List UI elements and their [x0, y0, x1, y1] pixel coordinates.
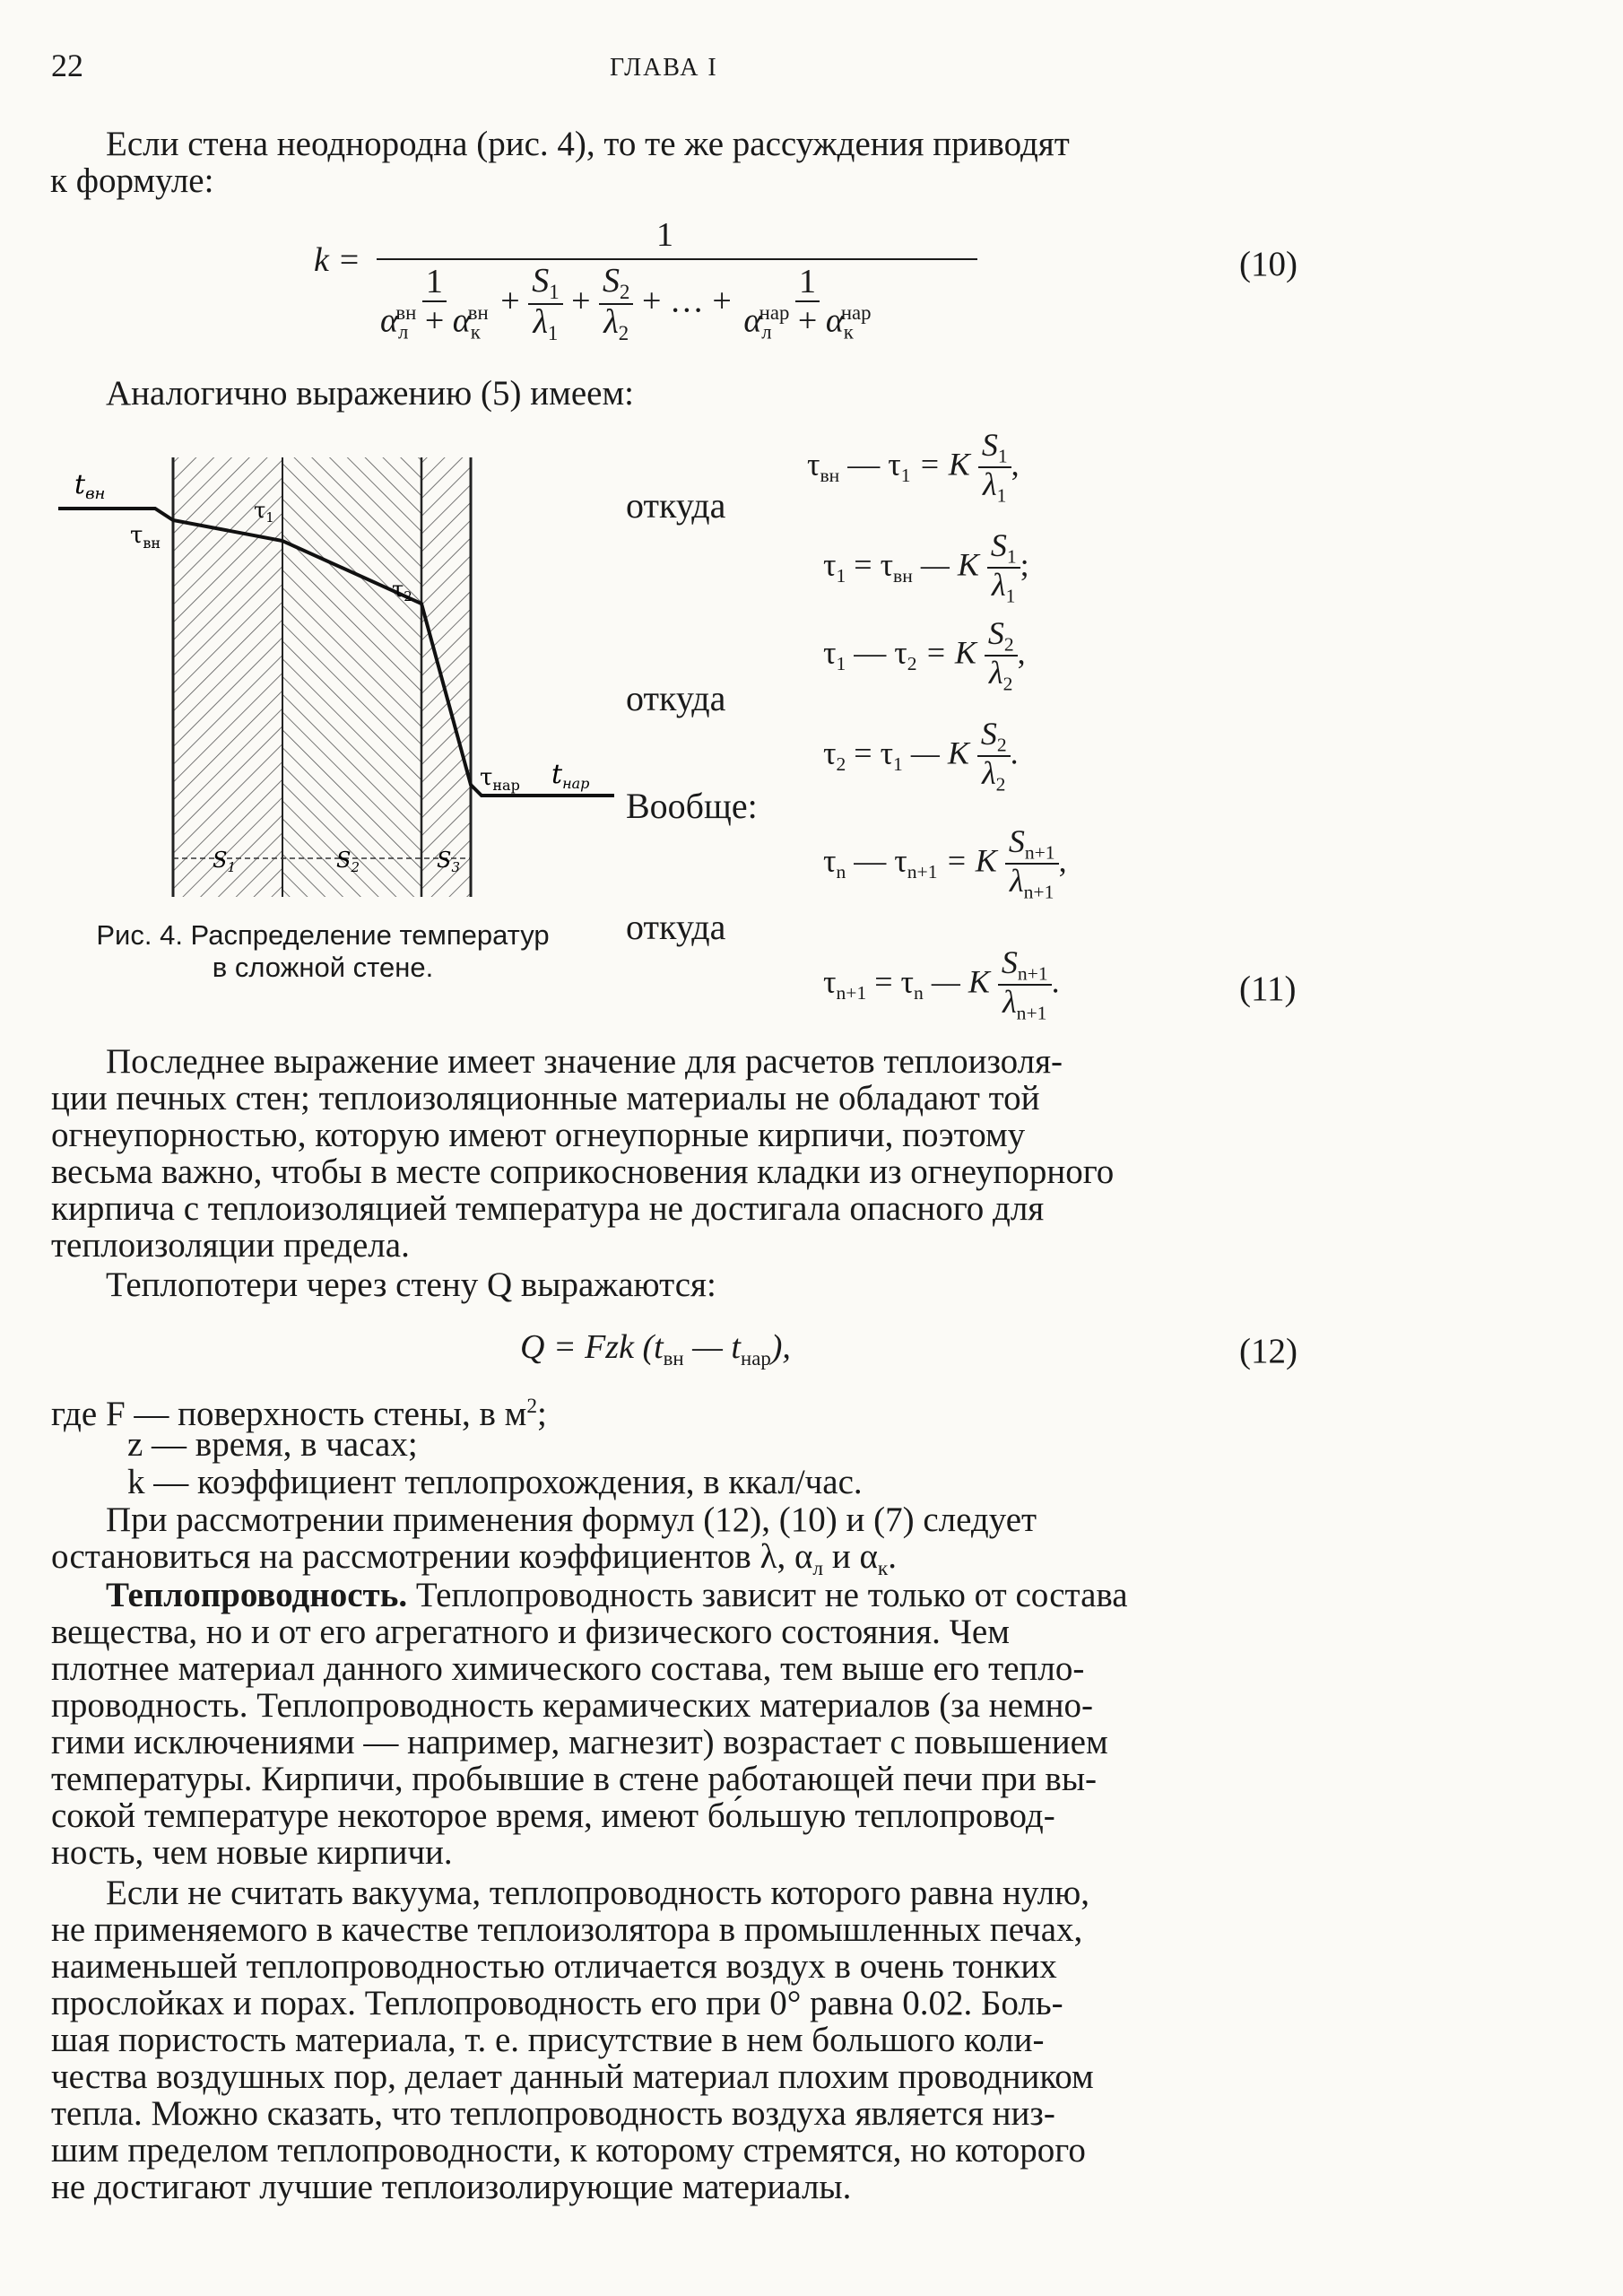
- text-line: ность, чем новые кирпичи.: [51, 1833, 453, 1872]
- definition-z: z — время, в часах;: [127, 1425, 418, 1464]
- heatloss-line: Теплопотери через стену Q выражаются:: [106, 1265, 716, 1304]
- equation-12-number: (12): [1239, 1332, 1298, 1370]
- paragraph-wall-insulation: [51, 1043, 1298, 1264]
- text-line: вещества, но и от его агрегатного и физического состояния. Чем: [51, 1613, 1010, 1651]
- equation-10-number: (10): [1239, 245, 1298, 283]
- intro-line-2: к формуле:: [50, 161, 214, 200]
- label-t-vn: $t_{вн}$: [74, 469, 106, 503]
- text-line: плотнее материал данного химического состава, тем выше его тепло-: [51, 1649, 1085, 1688]
- text-line: весьма важно, чтобы в месте соприкосновения кладки из огнеупорного: [51, 1152, 1115, 1191]
- page-number: 22: [51, 48, 83, 83]
- text-line: Последнее выражение имеет значение для расчетов теплоизоля-: [106, 1042, 1063, 1081]
- text-line: Теплопроводность. Теплопроводность зависит не только от состава: [106, 1576, 1128, 1614]
- text-line: гими исключениями — например, магнезит) возрастает с повышением: [51, 1723, 1108, 1761]
- text-line: не достигают лучшие теплоизолирующие материалы.: [51, 2168, 852, 2206]
- main-fraction-bar: [377, 258, 977, 260]
- label-t-nar: $t_{нар}$: [551, 759, 590, 792]
- text-line: ции печных стен; теплоизоляционные материалы не обладают той: [51, 1079, 1040, 1118]
- word-otkuda-3: откуда: [626, 907, 726, 947]
- running-header: ГЛАВА I: [610, 54, 718, 82]
- text-line: кирпича с теплоизоляцией температура не достигала опасного для: [51, 1189, 1045, 1228]
- figure-4: [49, 444, 623, 910]
- text-line: теплоизоляции предела.: [51, 1226, 410, 1265]
- equation-11-number: (11): [1239, 970, 1297, 1008]
- eq-tau1-tau2: $\tau_1$ — $\tau_2 = K$ $\frac{S_2}{\lambda_2}$ ,: [823, 615, 1026, 695]
- word-voobshche: Вообще:: [626, 786, 758, 826]
- text-line: огнеупорностью, которую имеют огнеупорные кирпичи, поэтому: [51, 1116, 1026, 1154]
- eq-tau1: $\tau_1 = \tau_{вн}$ — K $\frac{S_1}{\lambda_1}$ ;: [823, 527, 1029, 607]
- label-s1: $S_1$: [213, 848, 236, 875]
- equation-10: k = 1 $\frac{1}{\alpha_л^{вн} + \alpha_к^{вн}}$ + $\frac{S_1}{\lambda_1}$ + $\frac{S_2}{\lambda_2}$ + … + $\frac{1}{\alpha_л^{нар} + \alpha_к^{нар}}$: [314, 215, 1031, 341]
- paragraph-air-conductivity: [51, 1874, 1298, 2205]
- paragraph-coefficients: При рассмотрении применения формул (12), (10) и (7) следует остановиться на рассмотрении коэффициентов λ, $\alpha_л$ и $\alpha_к$.: [51, 1500, 1037, 1581]
- text-line: не применяемого в качестве теплоизолятора в промышленных печах,: [51, 1910, 1083, 1949]
- paragraph-thermal-conductivity: [51, 1577, 1298, 1871]
- label-tau-2: $\tau_2$: [392, 577, 412, 604]
- text-line: наименьшей теплопроводностью отличается воздух в очень тонких: [51, 1947, 1057, 1986]
- label-s2: $S_2$: [336, 848, 360, 875]
- text-line: проводность. Теплопроводность керамических материалов (за немно-: [51, 1686, 1093, 1725]
- definition-F: где F — поверхность стены, в $м^2$;: [51, 1395, 547, 1434]
- text-line: шая пористость материала, т. е. присутствие в нем большого коли-: [51, 2021, 1045, 2059]
- label-tau-1: $\tau_1$: [254, 498, 274, 526]
- analog-line: Аналогично выражению (5) имеем:: [106, 374, 634, 413]
- label-tau-nar: $\tau_{нар}$: [480, 764, 520, 794]
- text-line: чества воздушных пор, делает данный материал плохим проводником: [51, 2057, 1094, 2096]
- label-tau-vn: $\tau_{вн}$: [130, 522, 161, 552]
- definition-k: k — коэффициент теплопрохождения, в ккал/час.: [127, 1463, 863, 1501]
- figure-caption: Рис. 4. Распределение температур в сложной стене.: [96, 919, 550, 983]
- label-s3: $S_3$: [437, 848, 460, 875]
- text-line: температуры. Кирпичи, пробывшие в стене работающей печи при вы-: [51, 1760, 1098, 1798]
- word-otkuda-2: откуда: [626, 678, 726, 718]
- eq-tau-n1: $\tau_{n+1} = \tau_n$ — K $\frac{S_{n+1}}{\lambda_{n+1}}$ .: [823, 944, 1060, 1024]
- intro-paragraph: Если стена неоднородна (рис. 4), то те же рассуждения приводят к формуле:: [106, 126, 1298, 199]
- wall-layer-3: [421, 457, 471, 897]
- text-line: Если не считать вакуума, теплопроводность которого равна нулю,: [106, 1874, 1089, 1912]
- equation-12: Q = Fzk ($t_{вн}$ — $t_{нар}$),: [520, 1328, 791, 1370]
- word-otkuda-1: откуда: [626, 485, 726, 526]
- text-line: шим пределом теплопроводности, к которому стремятся, но которого: [51, 2131, 1086, 2170]
- wall-layer-2: [282, 457, 421, 897]
- eq-tau-vn-tau1: $\tau_{вн}$ — $\tau_1 = K$ $\frac{S_1}{\lambda_1}$ ,: [807, 427, 1020, 507]
- text-line: сокой температуре некоторое время, имеют бо́льшую теплопровод-: [51, 1796, 1055, 1835]
- eq-tau-n: $\tau_n$ — $\tau_{n+1} = K$ $\frac{S_{n+1}}{\lambda_{n+1}}$ ,: [823, 823, 1067, 903]
- run-in-heading: Теплопроводность.: [106, 1576, 408, 1614]
- eq-tau2: $\tau_2 = \tau_1$ — K $\frac{S_2}{\lambda_2}$ .: [823, 716, 1019, 796]
- text-line: прослойках и порах. Теплопроводность его при 0° равна 0.02. Боль-: [51, 1984, 1063, 2022]
- text-line: тепла. Можно сказать, что теплопроводность воздуха является низ-: [51, 2094, 1055, 2133]
